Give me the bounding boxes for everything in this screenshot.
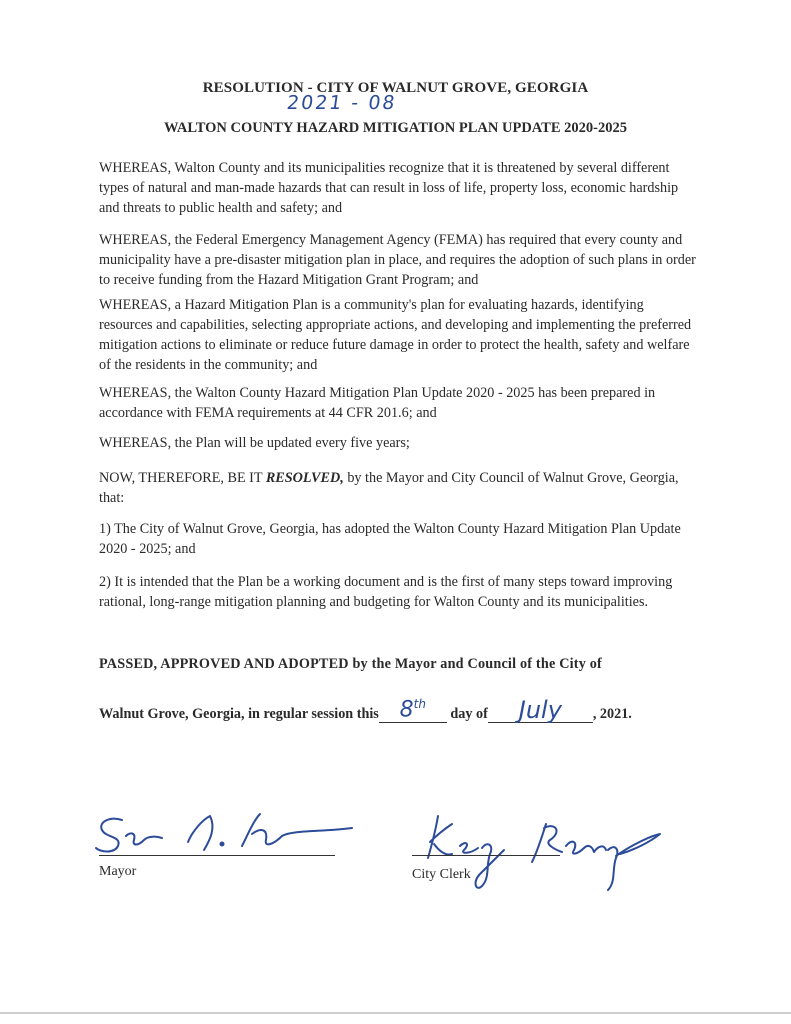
city-clerk-signature-line xyxy=(412,855,560,856)
passed-statement: PASSED, APPROVED AND ADOPTED by the Mayor and Council of the City of xyxy=(99,656,602,672)
resolved-before: NOW, THEREFORE, BE IT xyxy=(99,470,266,486)
resolution-item-2: 2) It is intended that the Plan be a working document and is the first of many steps toward improving rational, long-range mitigation planning and budgeting for Walton County and its municipalities. xyxy=(99,574,673,610)
resolution-number: 2021 - 08 xyxy=(285,92,399,114)
session-suffix: , 2021. xyxy=(592,706,632,722)
resolved-paragraph xyxy=(99,468,699,508)
session-middle: day of xyxy=(450,706,488,722)
session-prefix: Walnut Grove, Georgia, in regular session this xyxy=(99,706,379,722)
document-subtitle: WALTON COUNTY HAZARD MITIGATION PLAN UPDATE 2020-2025 xyxy=(164,120,627,136)
mayor-label: Mayor xyxy=(99,864,137,879)
mayor-signature-line xyxy=(99,855,335,856)
city-clerk-label: City Clerk xyxy=(412,867,471,882)
day-blank xyxy=(379,696,447,723)
resolved-emphasis: RESOLVED, xyxy=(265,470,344,486)
document-title: RESOLUTION - CITY OF WALNUT GROVE, GEORGIA xyxy=(202,80,589,96)
whereas-paragraph-1: WHEREAS, Walton County and its municipalities recognize that it is threatened by several different types of natural and man-made hazards that can result in loss of life, property loss, economic hardship and threats to public health and safety; and xyxy=(99,160,679,216)
session-line xyxy=(99,696,632,724)
month-blank xyxy=(488,696,593,724)
scan-edge-line xyxy=(0,1012,791,1014)
whereas-paragraph-3: WHEREAS, a Hazard Mitigation Plan is a community's plan for evaluating hazards, identifying resources and capabilities, selecting appropriate actions, and developing and implementing the preferred mitigation actions to eliminate or reduce future damage in order to protect the health, safety and welfare of the residents in the community; and xyxy=(99,297,692,373)
resolution-item-1: 1) The City of Walnut Grove, Georgia, has adopted the Walton County Hazard Mitigation Plan Update 2020 - 2025; and xyxy=(99,521,681,557)
handwritten-day: 8th xyxy=(399,696,426,722)
whereas-paragraph-5: WHEREAS, the Plan will be updated every five years; xyxy=(99,435,410,451)
whereas-paragraph-4: WHEREAS, the Walton County Hazard Mitigation Plan Update 2020 - 2025 has been prepared in accordance with FEMA requirements at 44 CFR 201.6; and xyxy=(99,385,656,421)
handwritten-month: July xyxy=(518,696,562,724)
whereas-paragraph-2: WHEREAS, the Federal Emergency Management Agency (FEMA) has required that every county and municipality have a pre-disaster mitigation plan in place, and requires the adoption of such plans in order to receive funding from the Hazard Mitigation Grant Program; and xyxy=(99,232,696,288)
mayor-signature xyxy=(92,806,402,866)
resolved-after: by the Mayor and City Council of Walnut Grove, Georgia, that: xyxy=(99,470,679,506)
